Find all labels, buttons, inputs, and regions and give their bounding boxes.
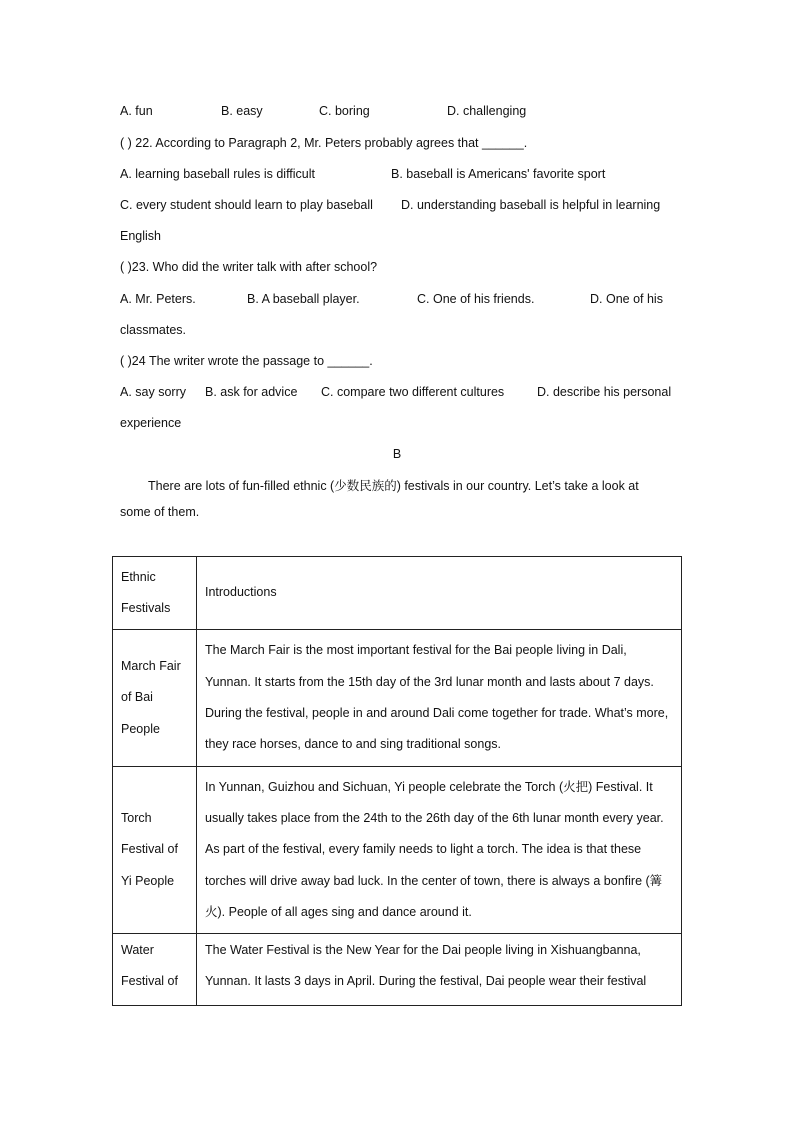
q22-option-c: C. every student should learn to play baseball — [120, 198, 373, 212]
festival-intro-cell — [197, 934, 682, 1006]
table-header-row — [113, 557, 682, 630]
q21-option-d: D. challenging — [447, 104, 527, 118]
festival-name: Water Festival of — [121, 942, 178, 988]
table-row — [113, 767, 682, 934]
festivals-table — [112, 556, 682, 1006]
q23-question: ( )23. Who did the writer talk with after school? — [120, 260, 378, 274]
q22-option-b: B. baseball is Americans' favorite sport — [391, 167, 606, 181]
header-introductions: Introductions — [197, 557, 682, 630]
q22-option-d: D. understanding baseball is helpful in learning — [401, 198, 661, 212]
festival-name-cell — [113, 934, 197, 1006]
header-ethnic-festivals: Ethnic Festivals — [113, 557, 197, 630]
q24-option-c: C. compare two different cultures — [321, 385, 505, 399]
q23-option-c: C. One of his friends. — [417, 292, 535, 306]
q24-question: ( )24 The writer wrote the passage to ______. — [120, 354, 373, 368]
q23-option-d: D. One of his — [590, 292, 663, 306]
q21-option-a: A. fun — [120, 104, 153, 118]
section-b-intro-line2: some of them. — [120, 505, 200, 519]
festival-intro: In Yunnan, Guizhou and Sichuan, Yi people celebrate the Torch (火把) Festival. It usually takes place from the 24th to the 26th day of the 6th lunar month every year. As part of the festival, every family needs to light a torch. The idea is that these torches will drive away bad luck. In the center of town, there is always a bonfire (篝火). People of all ages sing and dance around it. — [197, 767, 682, 934]
q24-option-a: A. say sorry — [120, 385, 186, 399]
section-b-intro-line1: There are lots of fun-filled ethnic (少数民族的) festivals in our country. Let’s take a look at — [148, 479, 639, 493]
q22-question: ( ) 22. According to Paragraph 2, Mr. Peters probably agrees that ______. — [120, 136, 528, 150]
q21-option-c: C. boring — [319, 104, 370, 118]
q24-option-d-continued: experience — [120, 416, 182, 430]
q23-option-b: B. A baseball player. — [247, 292, 360, 306]
festival-name: March Fair of Bai People — [113, 630, 197, 767]
q24-option-b: B. ask for advice — [205, 385, 298, 399]
festival-name: Torch Festival of Yi People — [113, 767, 197, 934]
q23-option-a: A. Mr. Peters. — [120, 292, 196, 306]
q21-option-b: B. easy — [221, 104, 263, 118]
festival-intro: The March Fair is the most important festival for the Bai people living in Dali, Yunnan. It starts from the 15th day of the 3rd lunar month and lasts about 7 days. During the festival, people in and around Dali come together for trade. What’s more, they race horses, dance to and sing traditional songs. — [197, 630, 682, 767]
q23-option-d-continued: classmates. — [120, 323, 186, 337]
q24-option-d: D. describe his personal — [537, 385, 672, 399]
festival-intro: The Water Festival is the New Year for the Dai people living in Xishuangbanna, Yunnan. It lasts 3 days in April. During the festival, Dai people wear their festival — [205, 942, 647, 988]
q22-option-d-continued: English — [120, 229, 161, 243]
section-b-heading: B — [392, 447, 402, 461]
table-row — [113, 934, 682, 1006]
q22-option-a: A. learning baseball rules is difficult — [120, 167, 316, 181]
table-row — [113, 630, 682, 767]
